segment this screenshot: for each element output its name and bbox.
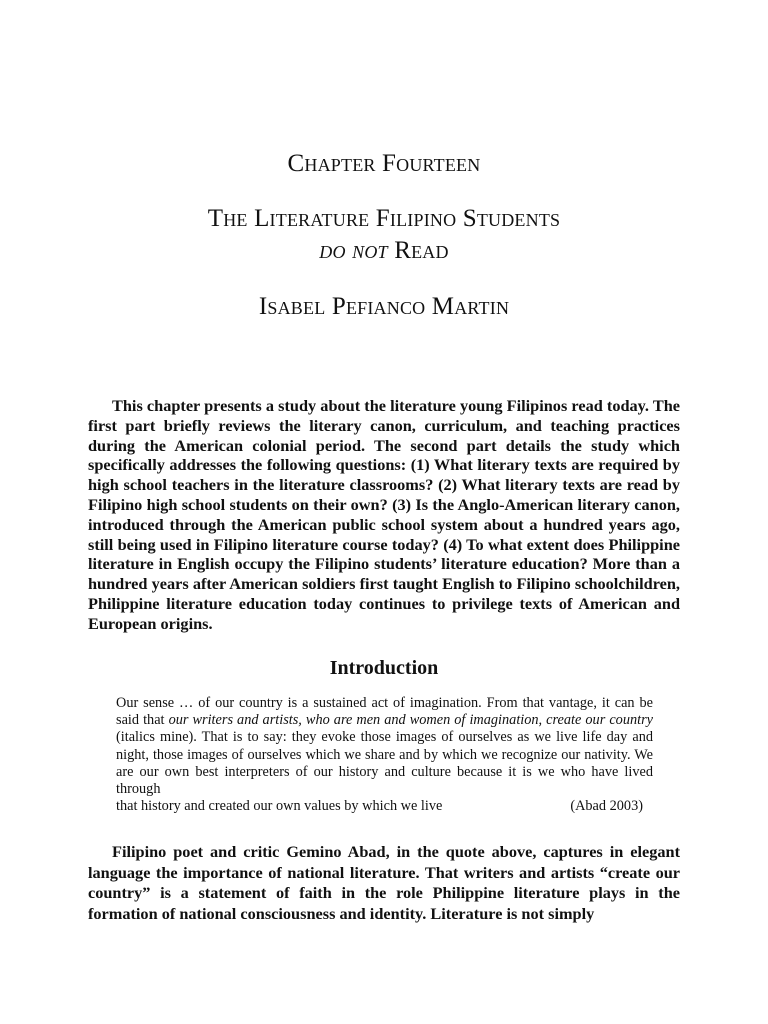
quote-italic-text: our writers and artists, who are men and women of imagination, create our country — [168, 712, 653, 729]
quote-last-line-text: that history and created our own values by which we live — [116, 798, 443, 815]
chapter-title-line1: The Literature Filipino Students — [207, 205, 561, 232]
author-name: Isabel Pefianco Martin — [258, 293, 510, 320]
quote-text-part2: (italics mine). That is to say: they evoke those images of ourselves as we live life day and night, those images of ourselves which we share and by which we recognize our nativity. We are our own best interpreters of our history and culture because it is we who have lived through — [116, 729, 653, 798]
block-quote-body — [116, 695, 653, 798]
chapter-title-rest: Read — [387, 237, 449, 264]
abstract-paragraph: This chapter presents a study about the literature young Filipinos read today. The first part briefly reviews the literary canon, curriculum, and teaching practices during the American colonial period. The second part details the study which specifically addresses the following questions: (1) What literary texts are required by high school teachers in the literature classrooms? (2) What literary texts are read by Filipino high school students on their own? (3) Is the Anglo-American literary canon, introduced through the American public school system about a hundred years ago, still being used in Filipino literature course today? (4) To what extent does Philippine literature in English occupy the Filipino students’ literature education? More than a hundred years after American soldiers first taught English to Filipino schoolchildren, Philippine literature education today continues to privilege texts of American and European origins. — [88, 396, 680, 633]
section-heading-introduction: Introduction — [329, 657, 439, 679]
quote-text-part1: Our sense … of our country is a sustained act of imagination. From that vantage, it can be said that — [116, 695, 653, 729]
quote-citation: (Abad 2003) — [570, 798, 643, 815]
body-paragraph: Filipino poet and critic Gemino Abad, in the quote above, captures in elegant language the importance of national literature. That writers and artists “create our country” is a statement of faith in the role Philippine literature plays in the formation of national consciousness and identity. Literature is not simply — [88, 842, 680, 923]
block-quote — [116, 695, 653, 815]
chapter-title-line2 — [0, 237, 768, 266]
chapter-title-emphasis: do not — [319, 237, 388, 264]
chapter-label: Chapter Fourteen — [287, 150, 481, 177]
block-quote-last-line — [116, 798, 653, 815]
